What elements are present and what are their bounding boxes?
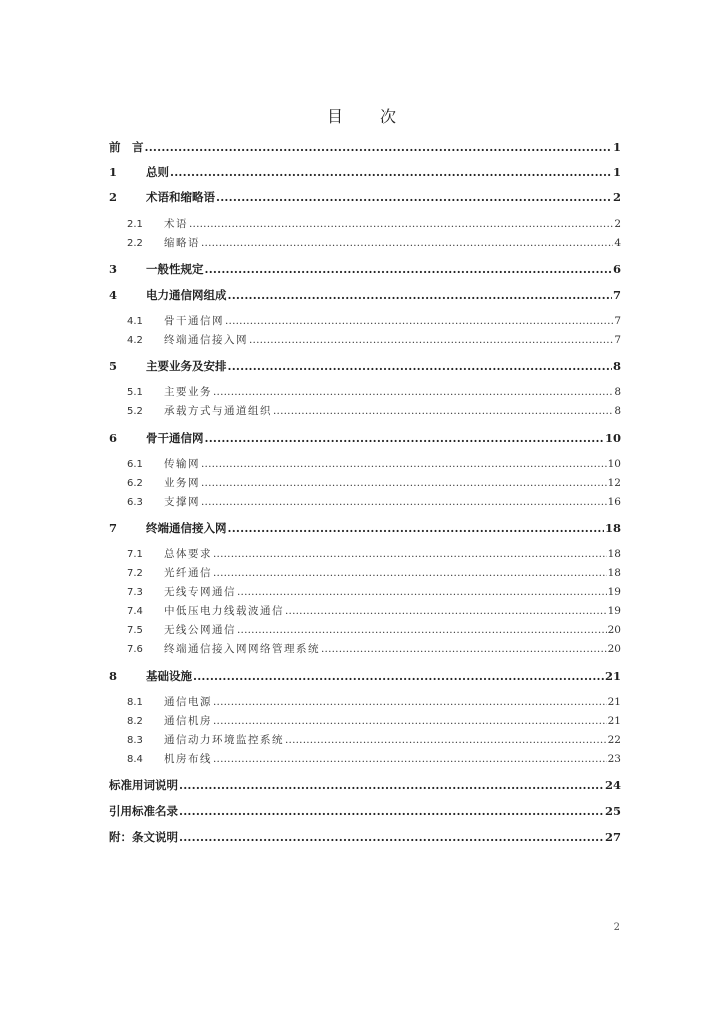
toc-entry-label: 骨干通信网 xyxy=(164,315,224,327)
toc-entry-chapter-5[interactable] xyxy=(109,358,621,372)
toc-entry-label: 通信机房 xyxy=(164,715,212,727)
toc-entry-label: 机房布线 xyxy=(164,753,212,765)
toc-entry-label: 中低压电力线载波通信 xyxy=(164,605,284,617)
toc-entry-preface[interactable] xyxy=(109,139,621,153)
toc-entry-page: 27 xyxy=(604,830,621,844)
toc-leader-dots xyxy=(205,431,604,445)
toc-entry-page: 6 xyxy=(612,262,621,276)
toc-entry-label: 无线公网通信 xyxy=(164,624,236,636)
toc-leader-dots xyxy=(179,804,604,818)
toc-entry-page: 10 xyxy=(604,431,621,445)
toc-entry-number: 6.1 xyxy=(127,459,143,470)
toc-leader-dots xyxy=(213,715,607,727)
toc-entry-label: 支撑网 xyxy=(164,496,200,508)
toc-entry-page: 7 xyxy=(614,334,621,346)
toc-leader-dots xyxy=(228,359,612,373)
toc-entry-page: 20 xyxy=(607,643,621,655)
toc-leader-dots xyxy=(213,696,607,708)
toc-entry-page: 8 xyxy=(614,386,621,398)
toc-entry-number: 2.1 xyxy=(127,219,143,230)
toc-entry-number: 1 xyxy=(109,165,118,179)
toc-entry-page: 19 xyxy=(607,605,621,617)
toc-title xyxy=(0,104,724,127)
toc-leader-dots xyxy=(249,334,613,346)
toc-leader-dots xyxy=(201,477,607,489)
toc-leader-dots xyxy=(201,496,607,508)
toc-entry-page: 8 xyxy=(612,359,621,373)
toc-leader-dots xyxy=(193,669,604,683)
toc-leader-dots xyxy=(213,548,607,560)
toc-entry-number: 7.6 xyxy=(127,644,143,655)
toc-entry-page: 24 xyxy=(604,778,621,792)
toc-entry-page: 18 xyxy=(607,548,621,560)
toc-entry-number: 7.4 xyxy=(127,606,143,617)
toc-entry-chapter-8[interactable] xyxy=(109,668,621,682)
toc-entry-section-6-3[interactable] xyxy=(127,494,621,507)
toc-entry-number: 5.2 xyxy=(127,406,143,417)
toc-leader-dots xyxy=(321,643,607,655)
toc-entry-label: 电力通信网组成 xyxy=(146,288,227,302)
toc-entry-label: 传输网 xyxy=(164,458,200,470)
toc-entry-number: 8.1 xyxy=(127,697,143,708)
toc-leader-dots xyxy=(205,262,612,276)
toc-entry-number: 4.1 xyxy=(127,316,143,327)
toc-entry-section-7-2[interactable] xyxy=(127,565,621,578)
toc-entry-number: 2 xyxy=(109,190,118,204)
toc-entry-section-2-2[interactable] xyxy=(127,235,621,248)
toc-entry-page: 21 xyxy=(607,715,621,727)
toc-entry-number: 7.3 xyxy=(127,587,143,598)
toc-entry-appendix[interactable] xyxy=(109,829,621,843)
toc-entry-section-7-4[interactable] xyxy=(127,603,621,616)
toc-title-char-2: 次 xyxy=(380,107,398,126)
toc-entry-chapter-7[interactable] xyxy=(109,520,621,534)
toc-title-char-1: 目 xyxy=(326,107,344,126)
toc-leader-dots xyxy=(145,140,612,154)
toc-entry-label: 一般性规定 xyxy=(146,262,204,276)
toc-entry-number: 8 xyxy=(109,669,118,683)
toc-entry-terms-explanation[interactable] xyxy=(109,777,621,791)
toc-entry-label: 基础设施 xyxy=(146,669,192,683)
toc-entry-section-5-1[interactable] xyxy=(127,384,621,397)
toc-entry-section-5-2[interactable] xyxy=(127,403,621,416)
toc-entry-label: 术语 xyxy=(164,218,188,230)
toc-leader-dots xyxy=(213,753,607,765)
toc-entry-number: 5 xyxy=(109,359,118,373)
toc-entry-page: 19 xyxy=(607,586,621,598)
toc-leader-dots xyxy=(170,165,612,179)
toc-leader-dots xyxy=(216,190,612,204)
toc-entry-page: 20 xyxy=(607,624,621,636)
toc-leader-dots xyxy=(189,218,613,230)
toc-entry-section-4-2[interactable] xyxy=(127,332,621,345)
toc-entry-label: 标准用词说明 xyxy=(109,778,178,792)
toc-entry-label: 通信电源 xyxy=(164,696,212,708)
toc-entry-number: 7.2 xyxy=(127,568,143,579)
toc-leader-dots xyxy=(179,830,604,844)
toc-leader-dots xyxy=(201,237,613,249)
toc-entry-number: 8.3 xyxy=(127,735,143,746)
toc-entry-page: 16 xyxy=(607,496,621,508)
toc-entry-page: 22 xyxy=(607,734,621,746)
toc-entry-label: 无线专网通信 xyxy=(164,586,236,598)
toc-entry-label: 终端通信接入网 xyxy=(146,521,227,535)
toc-entry-label: 终端通信接入网网络管理系统 xyxy=(164,643,320,655)
toc-entry-page: 1 xyxy=(612,165,621,179)
toc-entry-page: 21 xyxy=(604,669,621,683)
toc-entry-section-7-5[interactable] xyxy=(127,622,621,635)
toc-entry-number: 6 xyxy=(109,431,118,445)
toc-entry-page: 7 xyxy=(614,315,621,327)
toc-entry-section-7-6[interactable] xyxy=(127,641,621,654)
toc-leader-dots xyxy=(225,315,613,327)
toc-entry-page: 10 xyxy=(607,458,621,470)
toc-leader-dots xyxy=(285,605,607,617)
toc-entry-chapter-4[interactable] xyxy=(109,287,621,301)
toc-entry-page: 8 xyxy=(614,405,621,417)
toc-entry-section-6-2[interactable] xyxy=(127,475,621,488)
toc-entry-label: 缩略语 xyxy=(164,237,200,249)
toc-entry-number: 7.5 xyxy=(127,625,143,636)
toc-entry-label: 总体要求 xyxy=(164,548,212,560)
page-number: 2 xyxy=(613,922,620,933)
toc-entry-number: 5.1 xyxy=(127,387,143,398)
toc-leader-dots xyxy=(237,586,607,598)
toc-leader-dots xyxy=(285,734,607,746)
toc-entry-cited-standards[interactable] xyxy=(109,803,621,817)
toc-entry-page: 7 xyxy=(612,288,621,302)
toc-entry-section-4-1[interactable] xyxy=(127,313,621,326)
toc-entry-page: 18 xyxy=(607,567,621,579)
toc-entry-label: 术语和缩略语 xyxy=(146,190,215,204)
toc-entry-number: 2.2 xyxy=(127,238,143,249)
toc-entry-label: 业务网 xyxy=(164,477,200,489)
toc-entry-label: 总则 xyxy=(146,165,169,179)
toc-entry-label: 主要业务及安排 xyxy=(146,359,227,373)
toc-entry-page: 2 xyxy=(614,218,621,230)
toc-entry-chapter-1[interactable] xyxy=(109,164,621,178)
toc-entry-section-8-1[interactable] xyxy=(127,694,621,707)
toc-entry-number: 3 xyxy=(109,262,118,276)
toc-entry-label: 通信动力环境监控系统 xyxy=(164,734,284,746)
toc-entry-number: 8.4 xyxy=(127,754,143,765)
toc-entry-label: 引用标准名录 xyxy=(109,804,178,818)
toc-leader-dots xyxy=(213,386,613,398)
toc-leader-dots xyxy=(201,458,607,470)
toc-entry-number: 7 xyxy=(109,521,118,535)
toc-entry-page: 2 xyxy=(612,190,621,204)
toc-entry-number: 6.2 xyxy=(127,478,143,489)
toc-entry-page: 21 xyxy=(607,696,621,708)
toc-entry-label: 前 言 xyxy=(109,140,144,154)
toc-entry-number: 4 xyxy=(109,288,118,302)
toc-entry-label: 骨干通信网 xyxy=(146,431,204,445)
toc-entry-section-2-1[interactable] xyxy=(127,216,621,229)
toc-entry-chapter-2[interactable] xyxy=(109,189,621,203)
toc-entry-section-8-4[interactable] xyxy=(127,751,621,764)
toc-entry-label: 终端通信接入网 xyxy=(164,334,248,346)
toc-entry-section-7-3[interactable] xyxy=(127,584,621,597)
toc-entry-page: 4 xyxy=(614,237,621,249)
toc-entry-page: 18 xyxy=(604,521,621,535)
toc-entry-page: 23 xyxy=(607,753,621,765)
toc-entry-number: 6.3 xyxy=(127,497,143,508)
toc-entry-chapter-6[interactable] xyxy=(109,430,621,444)
toc-leader-dots xyxy=(228,521,604,535)
toc-entry-number: 7.1 xyxy=(127,549,143,560)
toc-entry-chapter-3[interactable] xyxy=(109,261,621,275)
toc-leader-dots xyxy=(237,624,607,636)
toc-entry-page: 12 xyxy=(607,477,621,489)
toc-entry-section-7-1[interactable] xyxy=(127,546,621,559)
toc-entry-number: 8.2 xyxy=(127,716,143,727)
toc-entry-page: 1 xyxy=(612,140,621,154)
toc-leader-dots xyxy=(213,567,607,579)
toc-entry-section-8-2[interactable] xyxy=(127,713,621,726)
toc-entry-label: 承载方式与通道组织 xyxy=(164,405,272,417)
toc-entry-section-6-1[interactable] xyxy=(127,456,621,469)
toc-leader-dots xyxy=(179,778,604,792)
toc-entry-label: 光纤通信 xyxy=(164,567,212,579)
toc-leader-dots xyxy=(228,288,612,302)
toc-entry-page: 25 xyxy=(604,804,621,818)
toc-entry-section-8-3[interactable] xyxy=(127,732,621,745)
toc-entry-label: 附：条文说明 xyxy=(109,830,178,844)
toc-entry-label: 主要业务 xyxy=(164,386,212,398)
toc-entry-number: 4.2 xyxy=(127,335,143,346)
toc-leader-dots xyxy=(273,405,613,417)
